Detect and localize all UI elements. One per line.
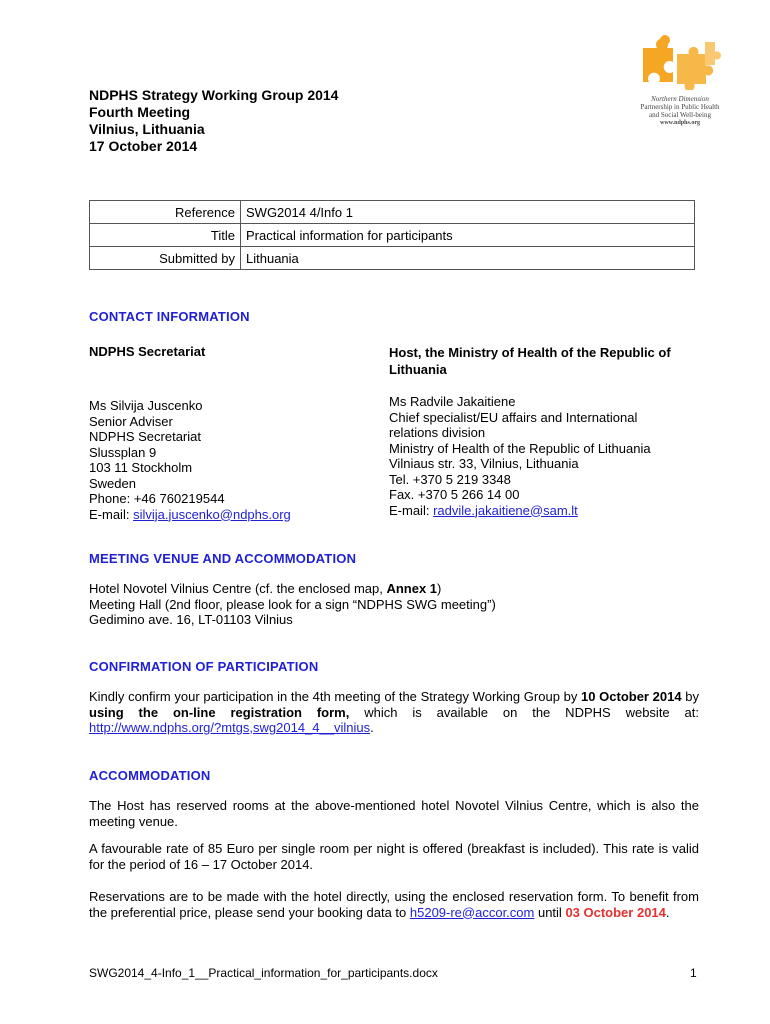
secretariat-contact bbox=[89, 398, 291, 522]
accommodation-heading: ACCOMMODATION bbox=[89, 768, 211, 783]
ref-value: SWG2014 4/Info 1 bbox=[241, 201, 695, 224]
secretariat-email-link[interactable]: silvija.juscenko@ndphs.org bbox=[133, 506, 291, 522]
contact-line: 103 11 Stockholm bbox=[89, 460, 193, 475]
ref-key: Title bbox=[90, 224, 241, 247]
ref-key: Reference bbox=[90, 201, 241, 224]
contact-line: Chief specialist/EU affairs and International bbox=[389, 409, 638, 425]
contact-heading: CONTACT INFORMATION bbox=[89, 309, 250, 324]
accommodation-para-3: Reservations are to be made with the hotel directly, using the enclosed reservation form. To benefit from the preferential price, please send your booking data to h5209-re@accor.com until 03 October 2014. bbox=[89, 889, 699, 920]
contact-line: Sweden bbox=[89, 475, 136, 491]
table-row bbox=[90, 201, 695, 224]
accommodation-para-1: The Host has reserved rooms at the above-mentioned hotel Novotel Vilnius Centre, which is also the meeting venue. bbox=[89, 798, 699, 829]
booking-email-link[interactable]: h5209-re@accor.com bbox=[409, 904, 535, 920]
table-row bbox=[90, 247, 695, 270]
host-contact bbox=[389, 394, 651, 518]
venue-heading: MEETING VENUE AND ACCOMMODATION bbox=[89, 551, 357, 566]
contact-line: Ms Radvile Jakaitiene bbox=[389, 394, 516, 409]
contact-line: Ms Silvija Juscenko bbox=[89, 398, 203, 413]
logo-url: www.ndphs.org bbox=[659, 120, 700, 126]
contact-line: Vilniaus str. 33, Vilnius, Lithuania bbox=[389, 456, 579, 471]
contact-line: Fax. +370 5 266 14 00 bbox=[389, 487, 520, 502]
host-email-link[interactable]: radvile.jakaitiene@sam.lt bbox=[433, 502, 578, 518]
confirmation-heading: CONFIRMATION OF PARTICIPATION bbox=[89, 659, 319, 674]
header-line-3: Vilnius, Lithuania bbox=[89, 121, 205, 137]
puzzle-logo-icon bbox=[635, 34, 725, 90]
registration-link[interactable]: http://www.ndphs.org/?mtgs,swg2014_4__vilnius bbox=[89, 720, 371, 735]
contact-line: E-mail: radvile.jakaitiene@sam.lt bbox=[389, 502, 578, 518]
header-line-1: NDPHS Strategy Working Group 2014 bbox=[89, 87, 339, 103]
contact-line: Ministry of Health of the Republic of Lithuania bbox=[389, 440, 651, 456]
contact-line: Slussplan 9 bbox=[89, 444, 157, 460]
logo-caption bbox=[630, 95, 730, 127]
contact-line: Senior Adviser bbox=[89, 413, 173, 429]
contact-line: NDPHS Secretariat bbox=[89, 429, 201, 444]
table-row bbox=[90, 224, 695, 247]
header-line-2: Fourth Meeting bbox=[89, 104, 191, 120]
confirmation-paragraph: Kindly confirm your participation in the 4th meeting of the Strategy Working Group by 10 October 2014 by using the on-line registration form, which is available on the NDPHS website at: http://www.ndphs.org/?mtgs,swg2014_4__vilnius. bbox=[89, 689, 700, 735]
document-header bbox=[89, 87, 338, 155]
header-line-4: 17 October 2014 bbox=[89, 138, 198, 154]
deadline-date: 03 October 2014 bbox=[565, 904, 666, 920]
contact-line: relations division bbox=[389, 425, 486, 440]
logo-line-3: and Social Well-being bbox=[649, 111, 711, 119]
page-number: 1 bbox=[690, 966, 697, 980]
ref-value: Practical information for participants bbox=[241, 224, 695, 247]
logo-line-2: Partnership in Public Health bbox=[640, 103, 720, 111]
footer-filename: SWG2014_4-Info_1__Practical_information_for_participants.docx bbox=[89, 966, 438, 980]
logo-line-1: Northern Dimension bbox=[651, 95, 709, 103]
venue-text: Hotel Novotel Vilnius Centre (cf. the enclosed map, Annex 1) Meeting Hall (2nd floor, please look for a sign “NDPHS SWG meeting”) Gedimino ave. 16, LT-01103 Vilnius bbox=[89, 581, 496, 627]
ref-key: Submitted by bbox=[90, 247, 241, 270]
contact-line: Phone: +46 760219544 bbox=[89, 491, 225, 506]
accommodation-para-2: A favourable rate of 85 Euro per single room per night is offered (breakfast is included). This rate is valid for the period of 16 – 17 October 2014. bbox=[89, 841, 699, 872]
reference-table bbox=[89, 200, 695, 270]
contact-line: Tel. +370 5 219 3348 bbox=[389, 471, 511, 487]
host-title: Host, the Ministry of Health of the Republic of Lithuania bbox=[389, 345, 671, 377]
secretariat-title: NDPHS Secretariat bbox=[89, 344, 206, 359]
ndphs-logo bbox=[630, 34, 730, 127]
ref-value: Lithuania bbox=[241, 247, 695, 270]
contact-line: E-mail: silvija.juscenko@ndphs.org bbox=[89, 506, 291, 522]
